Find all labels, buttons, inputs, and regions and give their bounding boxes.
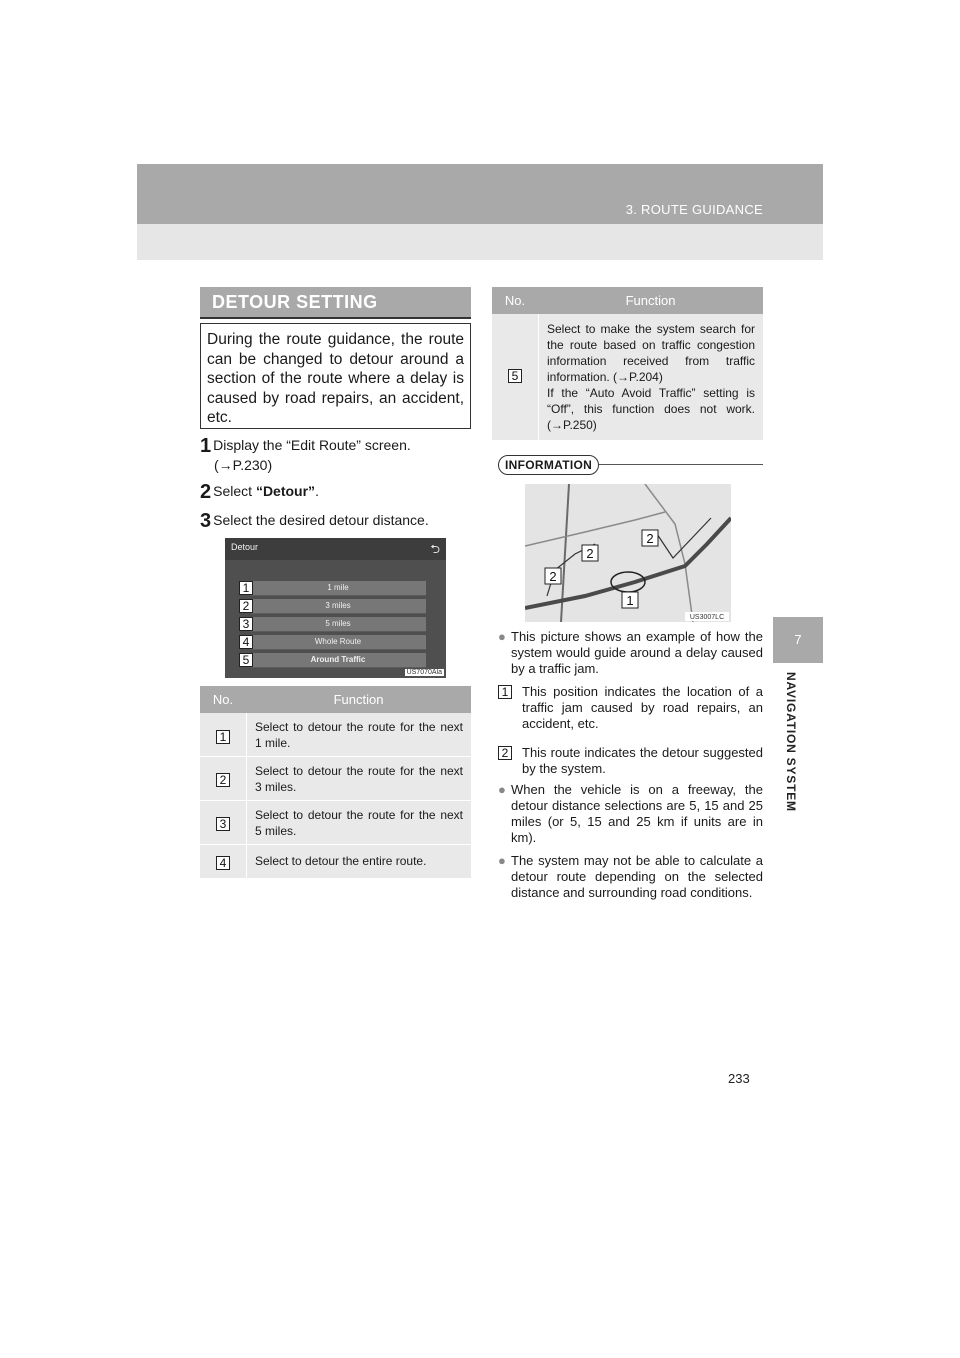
screen-button-5-miles[interactable]: 5 miles [250, 617, 426, 632]
row-text: Select to detour the route for the next 1 mile. [255, 720, 463, 750]
screen-title-bar [225, 538, 446, 560]
chapter-side-title: NAVIGATION SYSTEM [784, 672, 798, 812]
row-text: Select to make the system search for the route based on traffic congestion information received from traffic information. (→P.204) [547, 322, 755, 384]
intro-box: During the route guidance, the route can be changed to detour around a section of the route where a delay is caused by road repairs, an accident, etc. [200, 323, 471, 429]
step-1-ref: (→P.230) [214, 457, 273, 473]
callout-4: 4 [239, 635, 253, 649]
row-number: 4 [216, 856, 230, 870]
map-drawing [525, 484, 731, 622]
step-2: 2 Select “Detour”. [200, 481, 319, 503]
map-label: 1 [626, 593, 634, 608]
info-sub-1: 1 This position indicates the location of a traffic jam caused by road repairs, an accident, etc. [498, 684, 763, 732]
information-label: INFORMATION [498, 455, 599, 475]
col-function: Function [625, 293, 676, 308]
page-header [137, 164, 823, 224]
bullet-icon: ● [498, 629, 506, 644]
screen-button-3-miles[interactable]: 3 miles [250, 599, 426, 614]
chapter-tab: 7 [773, 617, 823, 663]
detour-map-illustration [525, 484, 731, 622]
col-no: No. [504, 293, 526, 308]
col-no: No. [212, 692, 234, 707]
table-row [200, 757, 471, 801]
bullet-icon: ● [498, 782, 506, 797]
sub-number: 2 [498, 746, 512, 760]
row-text: Select to detour the entire route. [255, 854, 427, 868]
info-bullet-3: ● The system may not be able to calculate a detour route depending on the selected distance and surrounding road conditions. [498, 853, 763, 900]
map-label: 2 [549, 569, 557, 584]
row-number: 2 [216, 773, 230, 787]
callout-1: 1 [239, 581, 253, 595]
info-bullet-2: ● When the vehicle is on a freeway, the detour distance selections are 5, 15 and 25 miles (or 5, 15 and 25 km if units are in km). [498, 782, 763, 845]
info-sub-2: 2 This route indicates the detour suggested by the system. [498, 745, 763, 777]
section-title: 3. ROUTE GUIDANCE [625, 202, 763, 217]
table-row [492, 314, 763, 441]
row-text: Select to detour the route for the next 5 miles. [255, 808, 463, 838]
back-arrow-icon[interactable]: ⮌ [430, 542, 440, 556]
page-number: 233 [728, 1071, 750, 1086]
image-code: US7070Ala [406, 669, 442, 676]
step-1: 1 Display the “Edit Route” screen. (→P.230) [200, 435, 411, 473]
screen-button-1-mile[interactable]: 1 mile [250, 581, 426, 596]
row-number: 5 [508, 369, 522, 383]
info-bullet-1: ● This picture shows an example of how the system would guide around a delay caused by a traffic jam. [498, 629, 763, 676]
callout-5: 5 [239, 653, 253, 667]
detour-heading: DETOUR SETTING [200, 287, 471, 317]
table-row [200, 845, 471, 879]
row-number: 1 [216, 730, 230, 744]
screen-title: Detour [231, 542, 259, 552]
map-label: 2 [586, 546, 594, 561]
step-3: 3 Select the desired detour distance. [200, 510, 429, 532]
heading-rule [200, 317, 471, 319]
col-function: Function [333, 692, 384, 707]
row-number: 3 [216, 817, 230, 831]
detour-screen-illustration [225, 538, 446, 678]
table-row [200, 713, 471, 757]
row-text: Select to detour the route for the next 3 miles. [255, 764, 463, 794]
table-left-header [200, 686, 471, 713]
sub-number: 1 [498, 685, 512, 699]
callout-2: 2 [239, 599, 253, 613]
table-row [200, 801, 471, 845]
map-code: US3007LC [689, 614, 725, 621]
callout-3: 3 [239, 617, 253, 631]
table-right-header [492, 287, 763, 314]
screen-button-whole-route[interactable]: Whole Route [250, 635, 426, 650]
map-label: 2 [646, 531, 654, 546]
row-text-note: If the “Auto Avoid Traffic” setting is “Off”, this function does not work. (→P.250) [547, 386, 755, 432]
bullet-icon: ● [498, 853, 506, 868]
header-subband [137, 224, 823, 260]
screen-button-around-traffic[interactable]: Around Traffic [250, 653, 426, 668]
